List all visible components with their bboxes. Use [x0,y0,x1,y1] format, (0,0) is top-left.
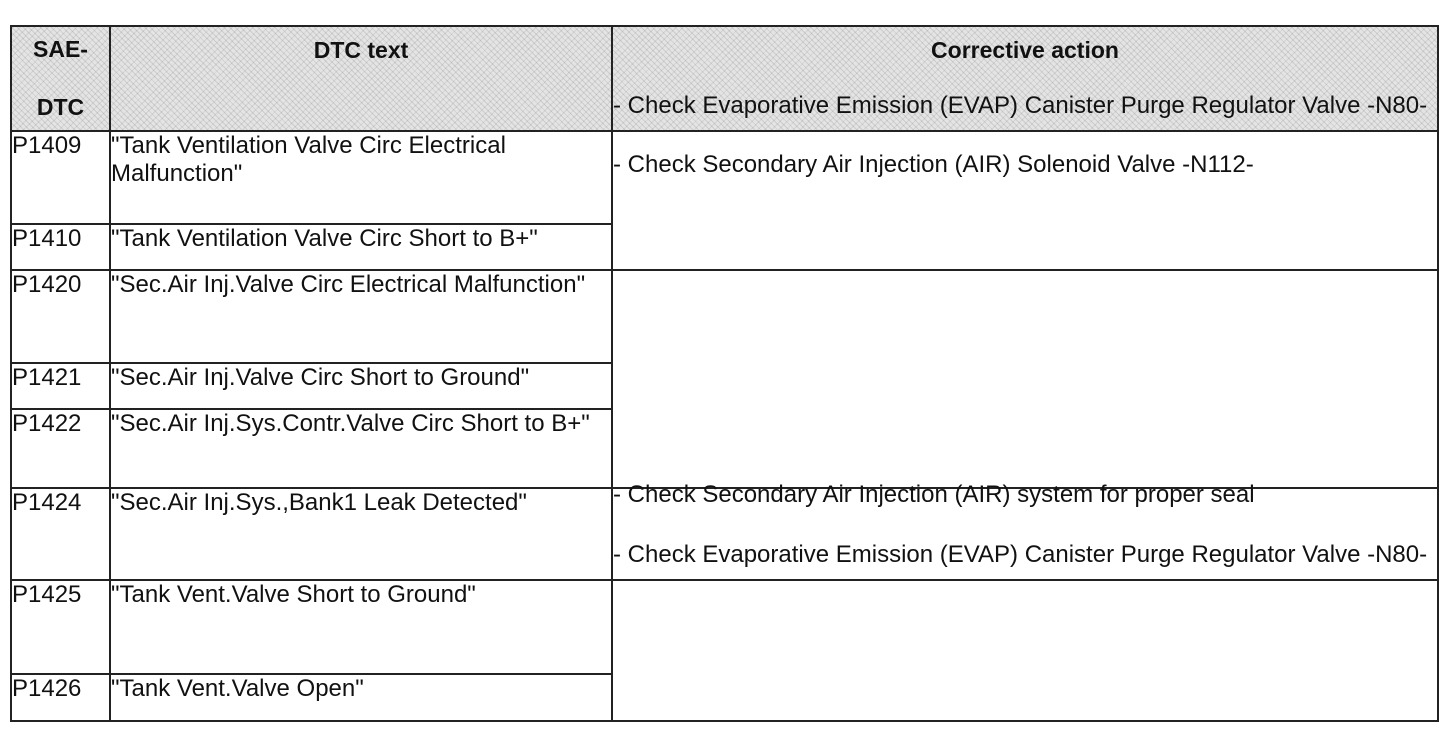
header-sae-dtc [11,26,110,131]
dtc-text: "Sec.Air Inj.Sys.Contr.Valve Circ Short to B+" [110,409,612,488]
corrective-action-text: - Check Secondary Air Injection (AIR) Solenoid Valve -N112- [613,151,1254,178]
corrective-action-text: - Check Evaporative Emission (EVAP) Canister Purge Regulator Valve -N80- [613,92,1428,119]
header-dtc-text-label: DTC text [313,37,409,63]
corrective-action-cell [612,151,1438,488]
dtc-code: P1421 [11,363,110,409]
dtc-text: "Sec.Air Inj.Sys.,Bank1 Leak Detected" [110,488,612,580]
dtc-code: P1422 [11,409,110,488]
table-row [11,580,1438,674]
corrective-action-text: - Check Secondary Air Injection (AIR) system for proper seal [613,481,1255,508]
header-sae-line1: SAE- [33,36,88,62]
dtc-text: "Tank Ventilation Valve Circ Electrical Malfunction" [110,131,612,224]
dtc-code: P1425 [11,580,110,674]
corrective-action-text: - Check Evaporative Emission (EVAP) Canister Purge Regulator Valve -N80- [613,541,1428,568]
dtc-code: P1409 [11,131,110,224]
dtc-table [10,25,1439,722]
dtc-text: "Sec.Air Inj.Valve Circ Short to Ground" [110,363,612,409]
dtc-text: "Sec.Air Inj.Valve Circ Electrical Malfunction" [110,270,612,363]
corrective-action-cell [612,541,1438,721]
table-row [11,270,1438,363]
header-dtc-text [110,26,612,131]
dtc-text: "Tank Vent.Valve Open" [110,674,612,721]
header-sae-line2: DTC [36,94,85,120]
dtc-text: "Tank Vent.Valve Short to Ground" [110,580,612,674]
dtc-code: P1410 [11,224,110,270]
dtc-text: "Tank Ventilation Valve Circ Short to B+" [110,224,612,270]
dtc-code: P1426 [11,674,110,721]
header-corrective-action-label: Corrective action [931,37,1119,63]
dtc-code: P1420 [11,270,110,363]
dtc-code: P1424 [11,488,110,580]
